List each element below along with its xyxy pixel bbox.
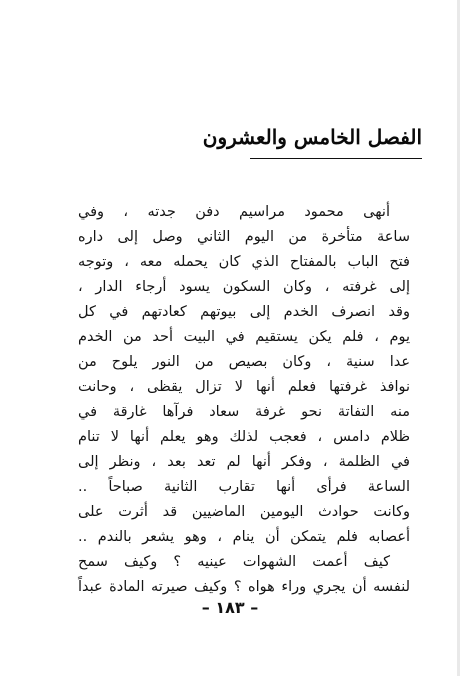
text-line: منه التفاتة نحو غرفة سعاد فرآها غارقة في <box>78 404 410 420</box>
text-line: عدا سنية ، وكان بصيص من النور يلوح من <box>78 354 410 370</box>
text-line: في الظلمة ، وفكر أنها لم تعد بعد ، ونظر إلى <box>78 454 410 470</box>
text-line: الساعة فرأى أنها تقارب الثانية صباحاً .. <box>78 479 410 495</box>
title-underline <box>250 158 422 159</box>
chapter-title: الفصل الخامس والعشرون <box>202 125 422 149</box>
page-number: – ١٨٣ – <box>201 598 259 617</box>
text-line: أنهى محمود مراسيم دفن جدته ، وفي <box>78 204 390 220</box>
body-text <box>78 200 410 600</box>
text-line: إلى غرفته ، وكان السكون يسود أرجاء الدار ، <box>78 279 410 295</box>
text-line: نوافذ غرفتها فعلم أنها لا تزال يقظى ، وحانت <box>78 379 410 395</box>
text-line: ظلام دامس ، فعجب لذلك وهو يعلم أنها لا تنام <box>78 429 410 445</box>
text-line: وقد انصرف الخدم إلى بيوتهم كعادتهم في كل <box>78 304 410 320</box>
text-line: ساعة متأخرة من اليوم الثاني وصل إلى داره <box>78 229 410 245</box>
text-line: فتح الباب بالمفتاح الذي كان يحمله معه ، وتوجه <box>78 254 410 270</box>
text-line: يوم ، فلم يكن يستقيم في البيت أحد من الخدم <box>78 329 410 345</box>
text-line: لنفسه أن يجري وراء هواه ؟ وكيف صيرته المادة عبداً <box>78 579 410 595</box>
text-line: أعصابه فلم يتمكن أن ينام ، وهو يشعر بالندم .. <box>78 529 410 545</box>
text-line: وكانت حوادث اليومين الماضيين قد أثرت على <box>78 504 410 520</box>
text-line: كيف أعمت الشهوات عينيه ؟ وكيف سمح <box>78 554 390 570</box>
